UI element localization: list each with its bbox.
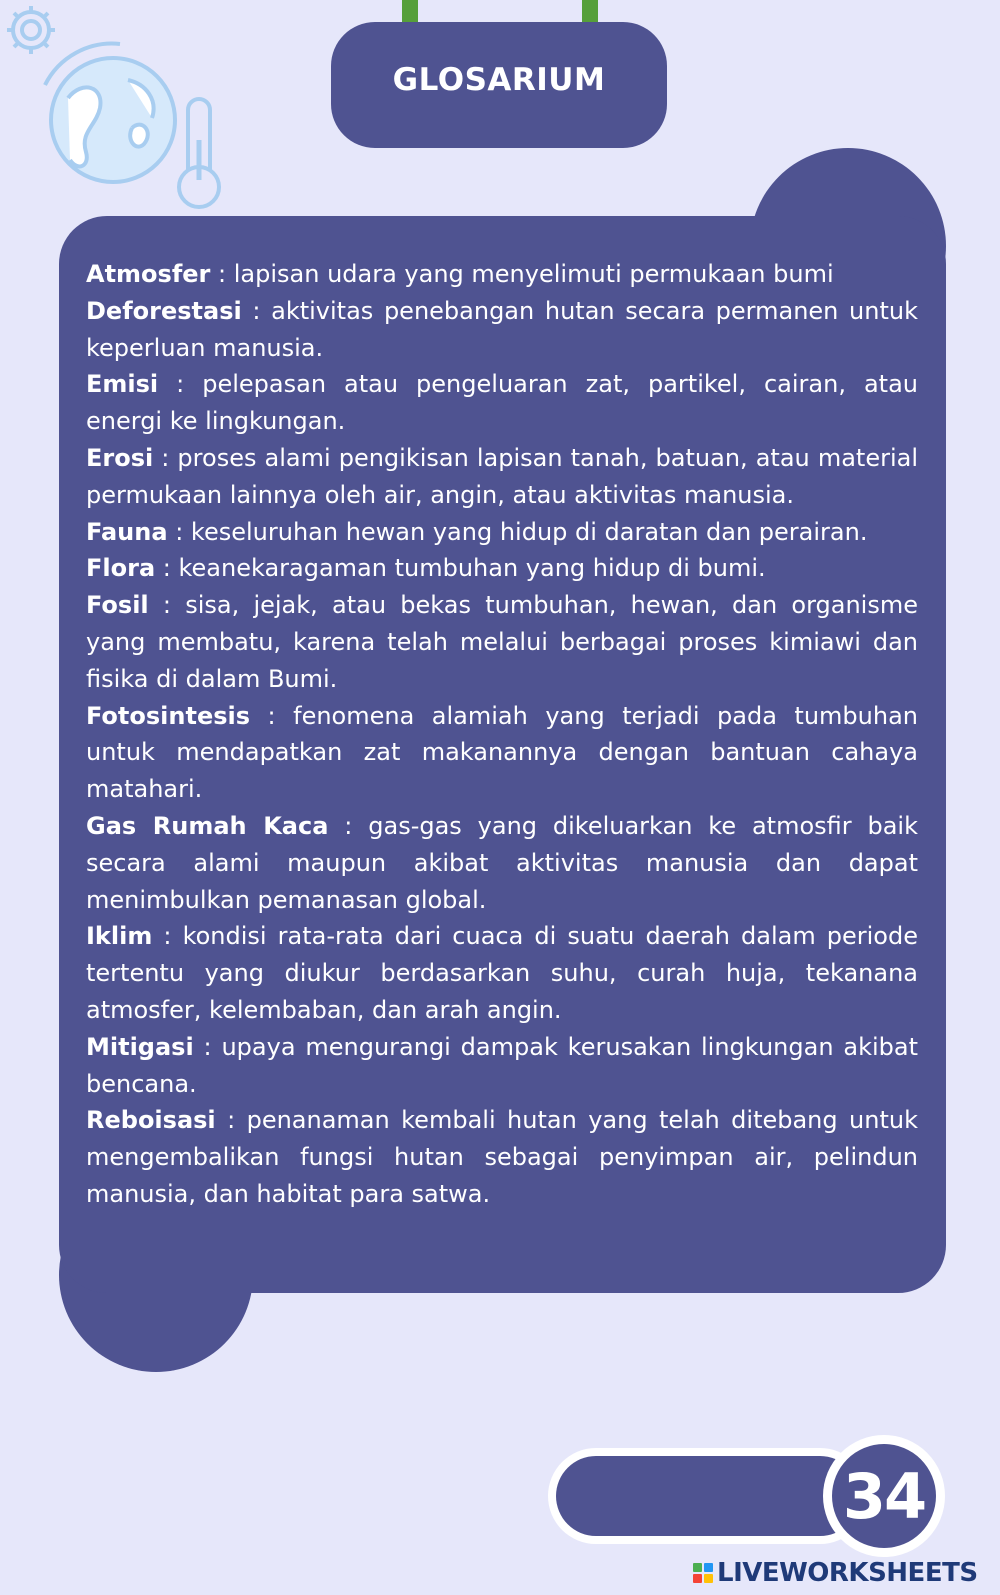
glossary-term: Mitigasi [86,1032,194,1061]
glossary-term: Fauna [86,517,168,546]
glossary-definition: : keseluruhan hewan yang hidup di daratan dan perairan. [167,517,868,546]
page-title: GLOSARIUM [392,62,606,98]
globe-icon [45,44,175,182]
glossary-definition: : pelepasan atau pengeluaran zat, partikel, cairan, atau energi ke lingkungan. [86,370,918,436]
glossary-term: Atmosfer [86,260,211,288]
gear-icon [7,6,55,54]
glossary-term: Flora [86,554,156,583]
glossary-entry-deforestasi [86,293,918,367]
page-number-circle [832,1444,936,1548]
glossary-definition: : penanaman kembali hutan yang telah ditebang untuk mengembalikan fungsi hutan sebagai penyimpan air, pelindun manusia, dan habitat para satwa. [86,1106,918,1208]
page-number: 34 [842,1459,926,1533]
glossary-term: Fosil [86,591,149,620]
thermometer-icon [179,99,219,207]
glossary-entry-flora [86,550,918,587]
glossary-entry-fosil [86,587,918,697]
glossary-definition: : kondisi rata-rata dari cuaca di suatu daerah dalam periode tertentu yang diukur berdasarkan suhu, curah huja, tekanana atmosfer, kelembaban, dan arah angin. [86,922,918,1024]
glossary-entry-mitigasi [86,1029,918,1103]
glossary-definition: : aktivitas penebangan hutan secara permanen untuk keperluan manusia. [86,296,918,362]
glossary-entry-fotosintesis [86,698,918,808]
glossary-definition: : sisa, jejak, atau bekas tumbuhan, hewan, dan organisme yang membatu, karena telah melalui berbagai proses kimiawi dan fisika di dalam Bumi. [86,591,918,693]
glossary-entry-iklim [86,918,918,1028]
climate-decoration [0,0,240,230]
brand-name: LIVEWORKSHEETS [717,1558,978,1588]
glossary-entry-fauna [86,514,918,551]
brand-logo-icon [693,1563,713,1583]
glossary-term: Erosi [86,443,154,472]
glossary-definition: : keanekaragaman tumbuhan yang hidup di bumi. [155,554,766,583]
glossary-term: Emisi [86,370,159,399]
glossary-entry-emisi [86,366,918,440]
glossary-definition: : fenomena alamiah yang terjadi pada tumbuhan untuk mendapatkan zat makanannya dengan bantuan cahaya matahari. [86,701,918,804]
glossary-term: Deforestasi [86,296,242,325]
title-banner [331,22,667,148]
glossary-term: Iklim [86,922,153,951]
glossary-definition: : lapisan udara yang menyelimuti permukaan bumi [210,260,834,288]
glossary-entry-atmosfer [86,256,918,293]
glossary-definition: : gas-gas yang dikeluarkan ke atmosfir baik secara alami maupun akibat aktivitas manusia dan dapat menimbulkan pemanasan global. [86,811,919,914]
brand-watermark [693,1556,978,1590]
glossary-term: Gas Rumah Kaca [86,811,329,840]
glossary-entry-erosi [86,440,918,514]
glossary-term: Fotosintesis [86,701,251,730]
page-number-pill [556,1456,860,1536]
glossary-definition: : upaya mengurangi dampak kerusakan lingkungan akibat bencana. [86,1032,918,1098]
glossary-definition: : proses alami pengikisan lapisan tanah, batuan, atau material permukaan lainnya oleh air, angin, atau aktivitas manusia. [86,443,918,509]
glossary-list [86,256,918,1213]
glossary-term: Reboisasi [86,1106,216,1135]
glossary-entry-gas-rumah-kaca [86,808,918,918]
glossary-entry-reboisasi [86,1102,918,1212]
